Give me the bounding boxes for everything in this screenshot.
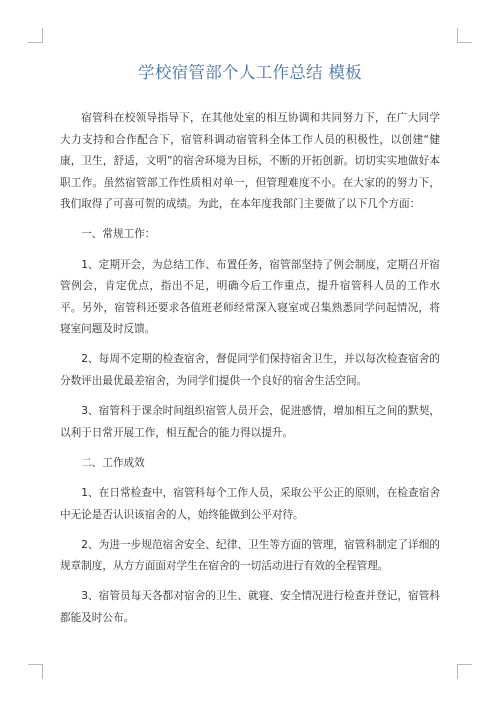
routine-item-3: 3、宿管科于课余时间组织宿管人员开会，促进感情，增加相互之间的默契，以利于日常开展工作，相互配合的能力得以提升。 (60, 405, 440, 439)
crop-mark-top-right (457, 28, 472, 43)
results-item-3: 3、宿管员每天各都对宿舍的卫生、就寝、安全情况进行检查并登记，宿管科都能及时公布。 (60, 590, 440, 624)
crop-mark-top-left (28, 28, 43, 43)
crop-mark-bottom-right (457, 664, 472, 679)
results-item-2: 2、为进一步规范宿舍安全、纪律、卫生等方面的管理，宿管科制定了详细的规章制度，从方方面面对学生在宿舍的一切活动进行有效的全程管理。 (60, 538, 440, 573)
section-heading-results: 二、工作成效 (81, 456, 145, 469)
routine-item-2: 2、每周不定期的检查宿舍，督促同学们保持宿舍卫生，并以每次检查宿舍的分数评出最优最差宿舍，为同学们提供一个良好的宿舍生活空间。 (60, 353, 440, 388)
crop-mark-bottom-left (28, 664, 43, 679)
intro-paragraph: 宿管科在校领导指导下，在其他处室的相互协调和共同努力下，在广大同学大力支持和合作配合下，宿管科调动宿管科全体工作人员的积极性，以创建“健康，卫生，舒适，文明”的宿舍环境为目标，不断的开拓创新。切切实实地做好本职工作。虽然宿管部工作性质相对单一，但管理难度不小。在大家的的努力下，我们取得了可喜可贺的成绩。为此，在本年度我部门主要做了以下几个方面： (60, 112, 440, 211)
document-page (60, 62, 440, 638)
results-item-1: 1、在日常检查中，宿管科每个工作人员，采取公平公正的原则，在检查宿舍中无论是否认识该宿舍的人，始终能做到公平对待。 (60, 486, 440, 521)
section-heading-routine: 一、常规工作： (81, 228, 156, 241)
routine-item-1: 1、定期开会，为总结工作、布置任务，宿管部坚持了例会制度，定期召开宿管例会，肯定优点，指出不足，明确今后工作重点，提升宿管科人员的工作水平。另外，宿管科还要求各值班老师经常深入寝室或召集熟悉同学问起情况，将寝室问题及时反馈。 (60, 258, 440, 336)
document-title: 学校宿管部个人工作总结 模板 (138, 63, 362, 82)
